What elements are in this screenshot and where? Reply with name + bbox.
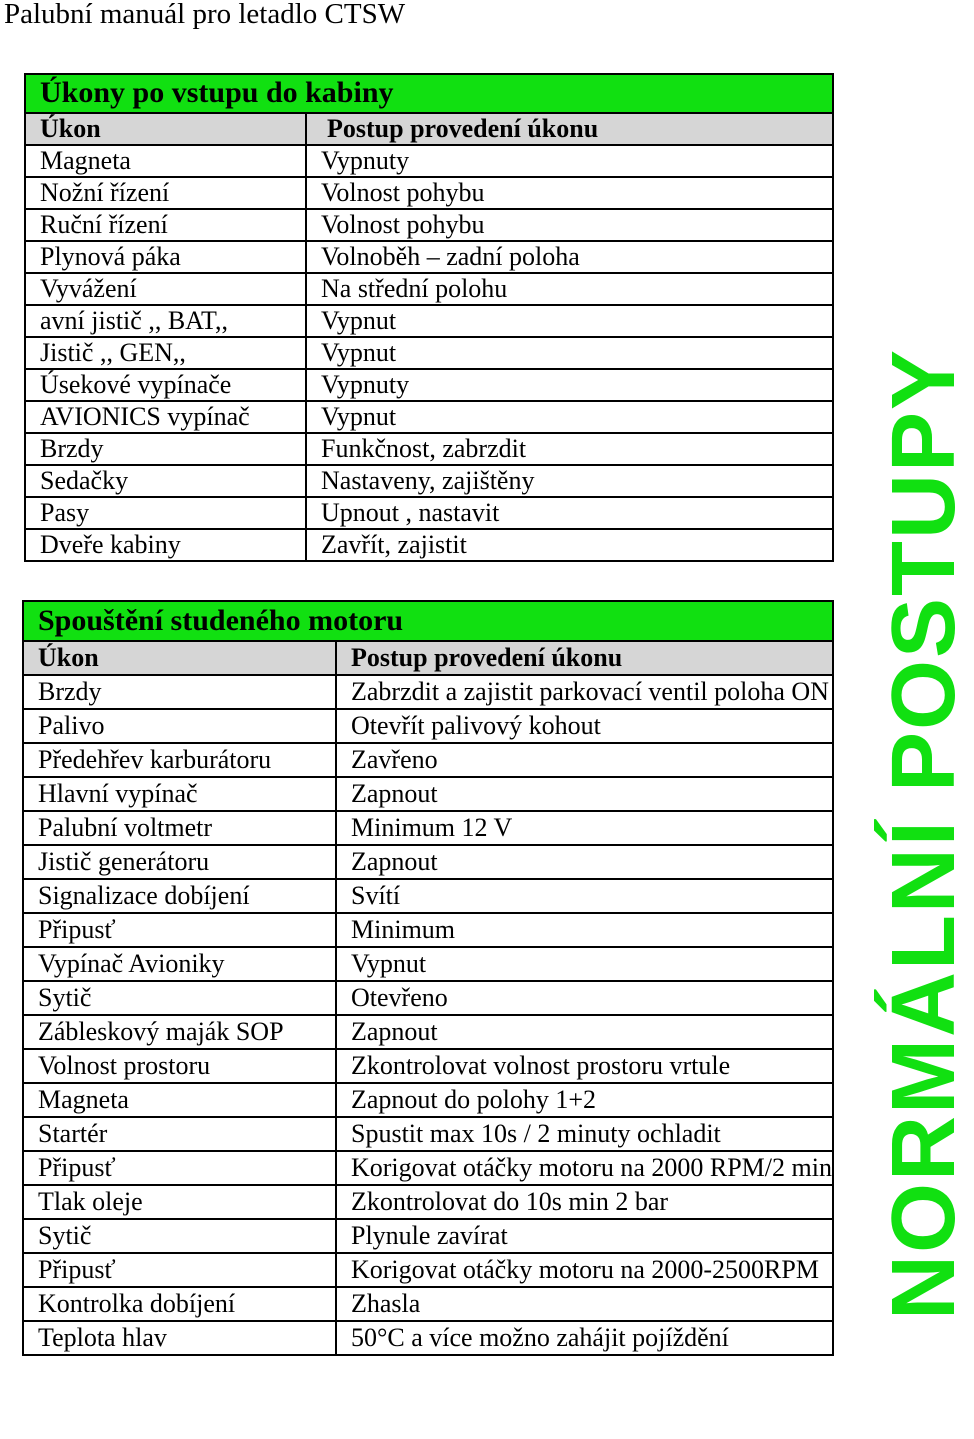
action-cell: Brzdy bbox=[23, 675, 336, 709]
action-cell: Plynová páka bbox=[25, 241, 306, 273]
action-cell: Sytič bbox=[23, 981, 336, 1015]
table-row bbox=[25, 273, 833, 305]
procedure-cell: Vypnut bbox=[306, 337, 833, 369]
table-row bbox=[23, 845, 833, 879]
table-row bbox=[25, 465, 833, 497]
action-cell: avní jistič ,, BAT,, bbox=[25, 305, 306, 337]
action-cell: Jistič ,, GEN,, bbox=[25, 337, 306, 369]
action-cell: Magneta bbox=[25, 145, 306, 177]
procedure-cell: Na střední polohu bbox=[306, 273, 833, 305]
action-cell: Úsekové vypínače bbox=[25, 369, 306, 401]
section-title: Úkony po vstupu do kabiny bbox=[25, 74, 833, 113]
procedure-cell: Vypnuty bbox=[306, 145, 833, 177]
action-cell: Připusť bbox=[23, 1253, 336, 1287]
table-row bbox=[23, 913, 833, 947]
section-title-row bbox=[25, 74, 833, 113]
column-header-row bbox=[23, 641, 833, 675]
action-cell: Sedačky bbox=[25, 465, 306, 497]
action-cell: Signalizace dobíjení bbox=[23, 879, 336, 913]
procedure-cell: Minimum 12 V bbox=[336, 811, 833, 845]
cabin-entry-checklist-table bbox=[24, 73, 834, 562]
table-row bbox=[23, 743, 833, 777]
action-cell: Vyvážení bbox=[25, 273, 306, 305]
action-cell: Brzdy bbox=[25, 433, 306, 465]
table-row bbox=[23, 675, 833, 709]
table-row bbox=[25, 209, 833, 241]
action-cell: Tlak oleje bbox=[23, 1185, 336, 1219]
table-row bbox=[23, 777, 833, 811]
procedure-cell: Svítí bbox=[336, 879, 833, 913]
procedure-cell: Zapnout bbox=[336, 777, 833, 811]
procedure-cell: Vypnut bbox=[336, 947, 833, 981]
procedure-cell: Volnoběh – zadní poloha bbox=[306, 241, 833, 273]
action-cell: Jistič generátoru bbox=[23, 845, 336, 879]
table-row bbox=[23, 1321, 833, 1355]
procedure-cell: Vypnuty bbox=[306, 369, 833, 401]
procedure-cell: 50°C a více možno zahájit pojíždění bbox=[336, 1321, 833, 1355]
table-row bbox=[25, 145, 833, 177]
table-row bbox=[23, 947, 833, 981]
procedure-cell: Korigovat otáčky motoru na 2000 RPM/2 min bbox=[336, 1151, 833, 1185]
action-cell: Palivo bbox=[23, 709, 336, 743]
procedure-cell: Zkontrolovat volnost prostoru vrtule bbox=[336, 1049, 833, 1083]
table-row bbox=[23, 981, 833, 1015]
page-header-title: Palubní manuál pro letadlo CTSW bbox=[4, 0, 406, 30]
table-row bbox=[25, 305, 833, 337]
procedure-cell: Zkontrolovat do 10s min 2 bar bbox=[336, 1185, 833, 1219]
procedure-cell: Plynule zavírat bbox=[336, 1219, 833, 1253]
procedure-cell: Korigovat otáčky motoru na 2000-2500RPM bbox=[336, 1253, 833, 1287]
section-title-row bbox=[23, 601, 833, 641]
procedure-cell: Nastaveny, zajištěny bbox=[306, 465, 833, 497]
procedure-cell: Otevřeno bbox=[336, 981, 833, 1015]
table-row bbox=[25, 401, 833, 433]
action-cell: Zábleskový maják SOP bbox=[23, 1015, 336, 1049]
action-cell: Připusť bbox=[23, 1151, 336, 1185]
procedure-cell: Zapnout bbox=[336, 845, 833, 879]
action-cell: Dveře kabiny bbox=[25, 529, 306, 561]
procedure-cell: Funkčnost, zabrzdit bbox=[306, 433, 833, 465]
table-row bbox=[25, 497, 833, 529]
table-row bbox=[23, 1083, 833, 1117]
table-row bbox=[23, 1219, 833, 1253]
procedure-cell: Zavřít, zajistit bbox=[306, 529, 833, 561]
action-cell: Vypínač Avioniky bbox=[23, 947, 336, 981]
action-cell: Hlavní vypínač bbox=[23, 777, 336, 811]
procedure-cell: Spustit max 10s / 2 minuty ochladit bbox=[336, 1117, 833, 1151]
table-row bbox=[23, 1185, 833, 1219]
table-row bbox=[23, 1287, 833, 1321]
table-row bbox=[25, 241, 833, 273]
side-section-title: NORMÁLNÍ POSTUPY bbox=[874, 347, 974, 1320]
procedure-cell: Zhasla bbox=[336, 1287, 833, 1321]
column-header-procedure: Postup provedení úkonu bbox=[306, 113, 833, 145]
cold-engine-start-checklist-table bbox=[22, 600, 834, 1356]
procedure-cell: Minimum bbox=[336, 913, 833, 947]
table-row bbox=[23, 879, 833, 913]
column-header-row bbox=[25, 113, 833, 145]
procedure-cell: Vypnut bbox=[306, 305, 833, 337]
action-cell: Připusť bbox=[23, 913, 336, 947]
action-cell: Ruční řízení bbox=[25, 209, 306, 241]
procedure-cell: Vypnut bbox=[306, 401, 833, 433]
action-cell: Kontrolka dobíjení bbox=[23, 1287, 336, 1321]
action-cell: Teplota hlav bbox=[23, 1321, 336, 1355]
table-row bbox=[25, 433, 833, 465]
table-row bbox=[25, 529, 833, 561]
table-row bbox=[25, 337, 833, 369]
column-header-action: Úkon bbox=[23, 641, 336, 675]
procedure-cell: Zabrzdit a zajistit parkovací ventil poloha ON bbox=[336, 675, 833, 709]
action-cell: Startér bbox=[23, 1117, 336, 1151]
action-cell: Volnost prostoru bbox=[23, 1049, 336, 1083]
procedure-cell: Upnout , nastavit bbox=[306, 497, 833, 529]
table-row bbox=[23, 1049, 833, 1083]
column-header-procedure: Postup provedení úkonu bbox=[336, 641, 833, 675]
procedure-cell: Zapnout bbox=[336, 1015, 833, 1049]
table-row bbox=[23, 1015, 833, 1049]
procedure-cell: Volnost pohybu bbox=[306, 177, 833, 209]
procedure-cell: Zavřeno bbox=[336, 743, 833, 777]
action-cell: Palubní voltmetr bbox=[23, 811, 336, 845]
table-row bbox=[23, 1253, 833, 1287]
action-cell: Magneta bbox=[23, 1083, 336, 1117]
action-cell: Nožní řízení bbox=[25, 177, 306, 209]
action-cell: Pasy bbox=[25, 497, 306, 529]
action-cell: AVIONICS vypínač bbox=[25, 401, 306, 433]
procedure-cell: Zapnout do polohy 1+2 bbox=[336, 1083, 833, 1117]
action-cell: Sytič bbox=[23, 1219, 336, 1253]
table-row bbox=[23, 709, 833, 743]
table-row bbox=[23, 811, 833, 845]
table-row bbox=[25, 369, 833, 401]
column-header-action: Úkon bbox=[25, 113, 306, 145]
table-row bbox=[23, 1117, 833, 1151]
action-cell: Předehřev karburátoru bbox=[23, 743, 336, 777]
table-row bbox=[23, 1151, 833, 1185]
section-title: Spouštění studeného motoru bbox=[23, 601, 833, 641]
table-row bbox=[25, 177, 833, 209]
procedure-cell: Volnost pohybu bbox=[306, 209, 833, 241]
procedure-cell: Otevřít palivový kohout bbox=[336, 709, 833, 743]
